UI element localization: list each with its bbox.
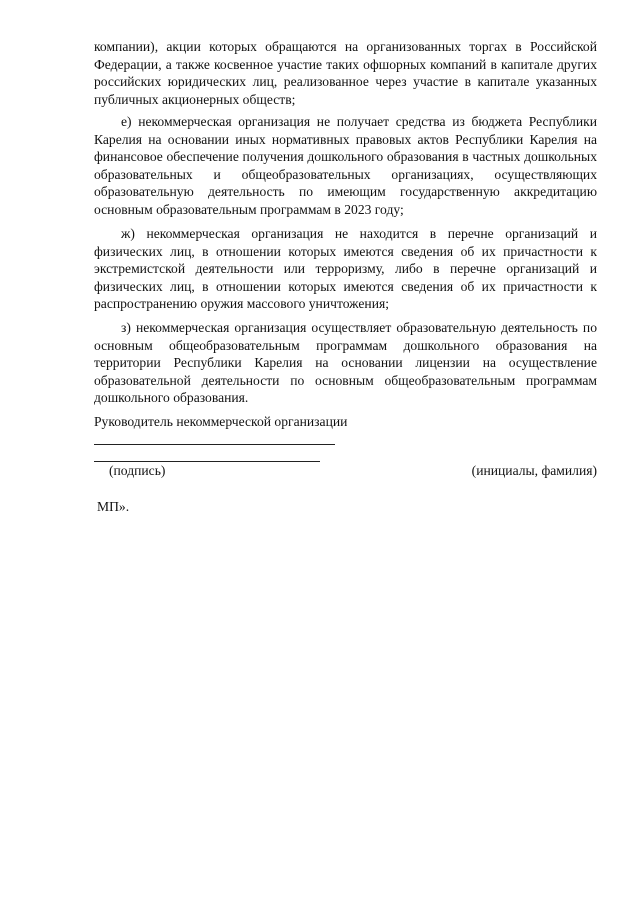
paragraph-item-e: е) некоммерческая организация не получает средства из бюджета Республики Карелия на основании иных нормативных правовых актов Республики Карелия на финансовое обеспечение получения дошкольного образования в частных дошкольных образовательных и общеобразовательных организациях, осуществляющих образовательную деятельность по имеющим государственную аккредитацию основным образовательным программам в 2023 году; xyxy=(94,114,597,217)
signer-title: Руководитель некоммерческой организации xyxy=(94,414,348,429)
signer-name-line xyxy=(94,444,335,445)
paragraph-item-zh: ж) некоммерческая организация не находится в перечне организаций и физических лиц, в отношении которых имеются сведения об их причастности к экстремистской деятельности или терроризму, либо в перечне организаций и физических лиц, в отношении которых имеются сведения об их причастности к распространению оружия массового уничтожения; xyxy=(94,226,597,312)
paragraph-continuation: компании), акции которых обращаются на организованных торгах в Российской Федерации, а также косвенное участие таких офшорных компаний в капитале других российских юридических лиц, реализованное через участие в капитале указанных публичных акционерных обществ; xyxy=(94,39,597,107)
name-caption: (инициалы, фамилия) xyxy=(471,463,597,478)
seal-mark: МП». xyxy=(97,499,130,514)
signature-caption: (подпись) xyxy=(109,463,166,478)
paragraph-item-z: з) некоммерческая организация осуществляет образовательную деятельность по основным общеобразовательным программам дошкольного образования на территории Республики Карелия на основании лицензии на осуществление образовательной деятельности по основным общеобразовательным программам дошкольного образования. xyxy=(94,320,597,406)
